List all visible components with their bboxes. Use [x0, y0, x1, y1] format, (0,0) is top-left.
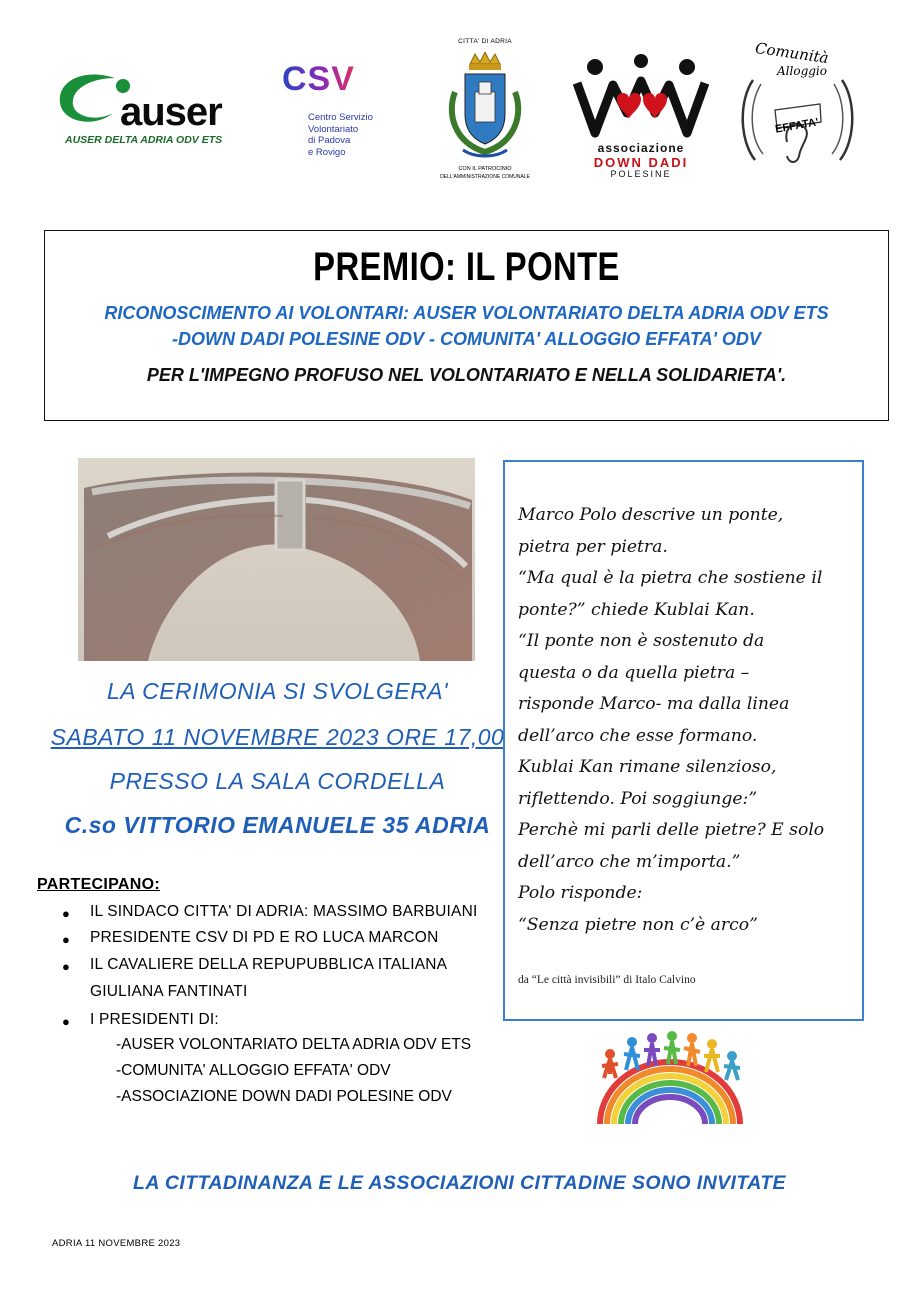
quote-line: pietra per pietra. — [518, 536, 668, 557]
participant-sub-item: -AUSER VOLONTARIATO DELTA ADRIA ODV ETS — [116, 1036, 472, 1053]
ceremony-venue: PRESSO LA SALA CORDELLA — [109, 768, 446, 794]
crest-icon — [445, 52, 525, 164]
quote-line: “Ma qual è la pietra che sostiene il — [518, 568, 823, 588]
quote-line: questa o da quella pietra – — [518, 662, 750, 683]
invitation-text: LA CITTADINANZA E LE ASSOCIAZIONI CITTADINE SONO INVITATE — [133, 1172, 786, 1194]
csv-name: CSV — [282, 60, 355, 98]
participant-item: I PRESIDENTI DI: — [90, 1011, 219, 1028]
csv-text: Centro Servizio Volontariato di Padova e Rovigo — [308, 112, 373, 158]
document-date: ADRIA 11 NOVEMBRE 2023 — [52, 1238, 181, 1249]
adria-crest-logo — [425, 38, 545, 183]
down-dadi-line2: DOWN DADI — [593, 155, 689, 170]
quote-line: Perchè mi parli delle pietre? E solo — [518, 820, 825, 840]
title-box — [44, 230, 889, 421]
auser-logo — [55, 68, 245, 153]
participant-item: PRESIDENTE CSV DI PD E RO LUCA MARCON — [90, 929, 439, 946]
family-figures-icon — [573, 53, 709, 141]
quote-text — [518, 500, 824, 941]
effata-logo — [735, 40, 860, 180]
title-line-2: -DOWN DADI POLESINE ODV - COMUNITA' ALLOGGIO EFFATA' ODV — [172, 329, 761, 349]
quote-line: Polo risponde: — [518, 883, 643, 903]
bullet-icon: ● — [62, 932, 70, 947]
effata-line3: EFFATA' — [774, 116, 820, 136]
title-line-3: PER L'IMPEGNO PROFUSO NEL VOLONTARIATO E NELLA SOLIDARIETA'. — [146, 365, 787, 385]
down-dadi-logo — [565, 45, 715, 179]
auser-name: auser — [120, 90, 222, 134]
adria-crest-top-text: CITTA' DI ADRIA — [458, 38, 512, 45]
ceremony-date: SABATO 11 NOVEMBRE 2023 ORE 17,00 — [50, 724, 505, 750]
quote-line: “Senza pietre non c’è arco” — [518, 914, 758, 935]
quote-line: risponde Marco- ma dalla linea — [518, 694, 790, 714]
auser-subtitle: AUSER DELTA ADRIA ODV ETS — [65, 134, 223, 146]
title-line-1: RICONOSCIMENTO AI VOLONTARI: AUSER VOLONTARIATO DELTA ADRIA ODV ETS — [104, 303, 829, 323]
ceremony-line-1: LA CERIMONIA SI SVOLGERA' — [106, 678, 449, 704]
quote-source: da “Le città invisibili” di Italo Calvino — [518, 974, 696, 986]
quote-line: Kublai Kan rimane silenzioso, — [518, 757, 777, 777]
participant-sub-item: -ASSOCIAZIONE DOWN DADI POLESINE ODV — [116, 1088, 452, 1105]
participant-sub-item: -COMUNITA' ALLOGGIO EFFATA' ODV — [116, 1062, 391, 1079]
bullet-icon: ● — [62, 906, 70, 921]
csv-logo — [280, 60, 390, 180]
quote-line: dell’arco che esse formano. — [518, 725, 758, 746]
quote-line: “Il ponte non è sostenuto da — [518, 631, 765, 651]
bullet-icon: ● — [62, 1014, 70, 1029]
adria-patronage-text: CON IL PATROCINIO — [458, 166, 512, 172]
rainbow-people-icon — [590, 1028, 750, 1128]
down-dadi-line1: associazione — [597, 141, 685, 155]
page-title: PREMIO: IL PONTE — [313, 245, 620, 289]
participant-item: GIULIANA FANTINATI — [90, 983, 248, 1000]
adria-administration-text: DELL'AMMINISTRAZIONE COMUNALE — [440, 174, 530, 180]
effata-line1: Comunità — [754, 38, 830, 68]
ceremony-address: C.so VITTORIO EMANUELE 35 ADRIA — [64, 812, 491, 838]
participant-item: IL CAVALIERE DELLA REPUPUBBLICA ITALIANA — [90, 956, 448, 973]
participants-heading: PARTECIPANO: — [37, 876, 161, 893]
quote-line: ponte?” chiede Kublai Kan. — [518, 599, 755, 620]
quote-line: riflettendo. Poi soggiunge:” — [518, 788, 758, 809]
down-dadi-line3: POLESINE — [610, 169, 672, 179]
quote-line: dell’arco che m’importa.” — [518, 851, 741, 872]
participant-item: IL SINDACO CITTA' DI ADRIA: MASSIMO BARBUIANI — [90, 903, 478, 920]
quote-line: Marco Polo descrive un ponte, — [518, 505, 784, 525]
quote-box — [503, 460, 864, 1021]
effata-line2: Alloggio — [777, 64, 827, 78]
bullet-icon: ● — [62, 959, 70, 974]
arch-bridge-image — [78, 458, 475, 661]
